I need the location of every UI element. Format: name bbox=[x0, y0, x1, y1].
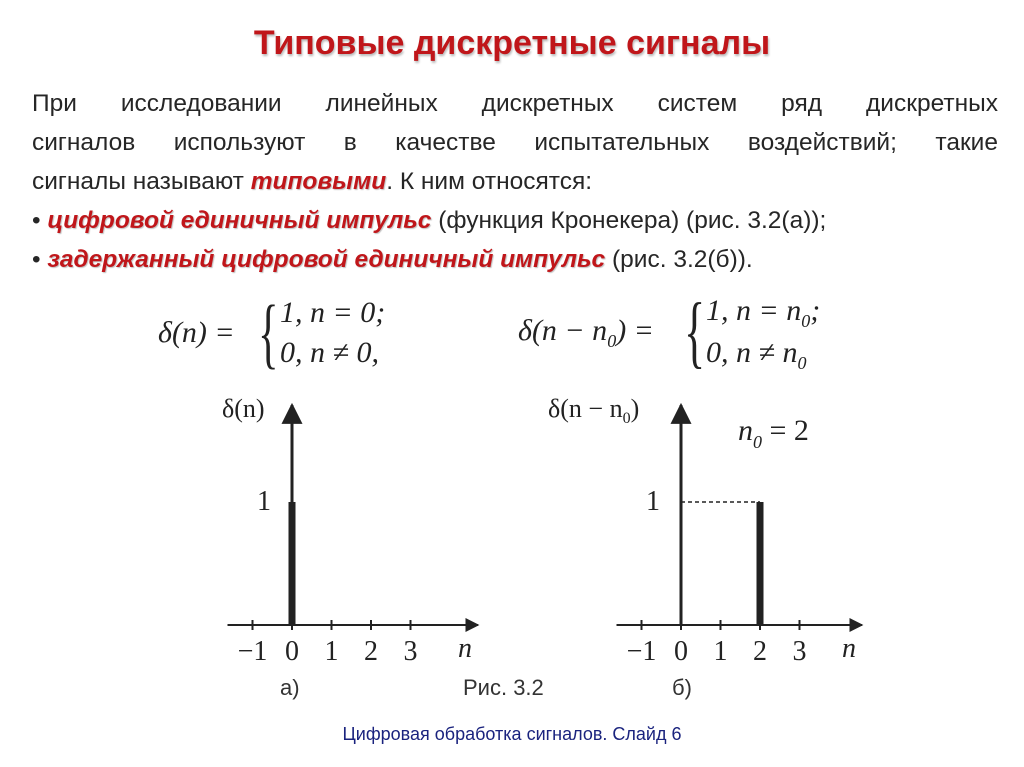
y-tick-label: 1 bbox=[257, 486, 271, 517]
formula-b-case-1-post: ; bbox=[810, 294, 821, 327]
param-n0-sub: 0 bbox=[753, 432, 762, 452]
y-axis-label-sub: 0 bbox=[622, 410, 631, 427]
x-tick-label: −1 bbox=[626, 636, 657, 667]
formula-b-lhs-close: ) = bbox=[616, 314, 654, 347]
term-delayed-impulse: задержанный цифровой единичный импульс bbox=[47, 246, 606, 273]
x-tick-label: 1 bbox=[713, 636, 728, 667]
bullet-1-rest: (функция Кронекера) (рис. 3.2(а)); bbox=[431, 207, 827, 234]
formula-b-case-1-sub: 0 bbox=[801, 311, 811, 331]
x-axis-label: n bbox=[842, 633, 856, 664]
para-line-3-pre: сигналы называют bbox=[32, 168, 251, 195]
x-tick-label: 1 bbox=[324, 636, 339, 667]
y-axis-label-main: δ(n − n bbox=[548, 394, 623, 423]
formula-a-brace: { bbox=[258, 289, 279, 376]
para-line-1: При исследовании линейных дискретных систем ряд дискретных bbox=[32, 90, 998, 117]
y-axis-label: δ(n) bbox=[222, 394, 265, 423]
bullet-marker-1: • bbox=[32, 207, 41, 234]
term-typical: типовыми bbox=[250, 168, 387, 195]
slide-footer bbox=[0, 724, 1024, 745]
formula-a-case-2: 0, n ≠ 0, bbox=[280, 336, 379, 369]
formula-b-lhs-main: δ(n − n bbox=[518, 314, 608, 347]
x-tick-label: 0 bbox=[285, 636, 299, 667]
caption-a: а) bbox=[280, 675, 300, 700]
formula-b-case-2-sub: 0 bbox=[797, 353, 807, 373]
slide-title: Типовые дискретные сигналы bbox=[253, 24, 771, 62]
param-n0-value: = 2 bbox=[762, 414, 809, 447]
formula-b-case-2-main: 0, n ≠ n bbox=[706, 336, 798, 369]
x-tick-label: 3 bbox=[792, 636, 807, 667]
bullet-marker-2: • bbox=[32, 246, 41, 273]
para-line-3-post: . К ним относятся: bbox=[386, 168, 593, 195]
footer-text: Цифровая обработка сигналов. Слайд bbox=[342, 724, 667, 744]
y-axis-label-close: ) bbox=[630, 394, 640, 423]
graph-b bbox=[548, 394, 862, 667]
y-axis-label bbox=[548, 394, 639, 427]
formula-b-brace: { bbox=[684, 288, 706, 376]
figure-caption: Рис. 3.2 bbox=[463, 675, 544, 700]
formula-a-case-1: 1, n = 0; bbox=[280, 296, 386, 329]
term-unit-impulse: цифровой единичный импульс bbox=[47, 207, 432, 234]
slide-number: 6 bbox=[671, 724, 682, 744]
formula-a-lhs: δ(n) = bbox=[158, 316, 235, 349]
y-tick-label: 1 bbox=[646, 486, 660, 517]
x-tick-label: 2 bbox=[753, 636, 767, 667]
para-line-2: сигналов используют в качестве испытательных воздействий; такие bbox=[32, 129, 998, 156]
caption-b: б) bbox=[672, 675, 692, 700]
formula-b-case-1-main: 1, n = n bbox=[706, 294, 802, 327]
x-tick-label: 3 bbox=[403, 636, 418, 667]
x-tick-label: −1 bbox=[237, 636, 268, 667]
param-n0-main: n bbox=[738, 414, 753, 447]
x-tick-label: 2 bbox=[364, 636, 378, 667]
formula-b-lhs-sub: 0 bbox=[607, 331, 617, 351]
graph-a bbox=[222, 394, 478, 667]
param-n0 bbox=[738, 414, 809, 452]
x-tick-label: 0 bbox=[674, 636, 688, 667]
bullet-2-rest: (рис. 3.2(б)). bbox=[605, 246, 753, 273]
x-axis-label: n bbox=[458, 633, 472, 664]
